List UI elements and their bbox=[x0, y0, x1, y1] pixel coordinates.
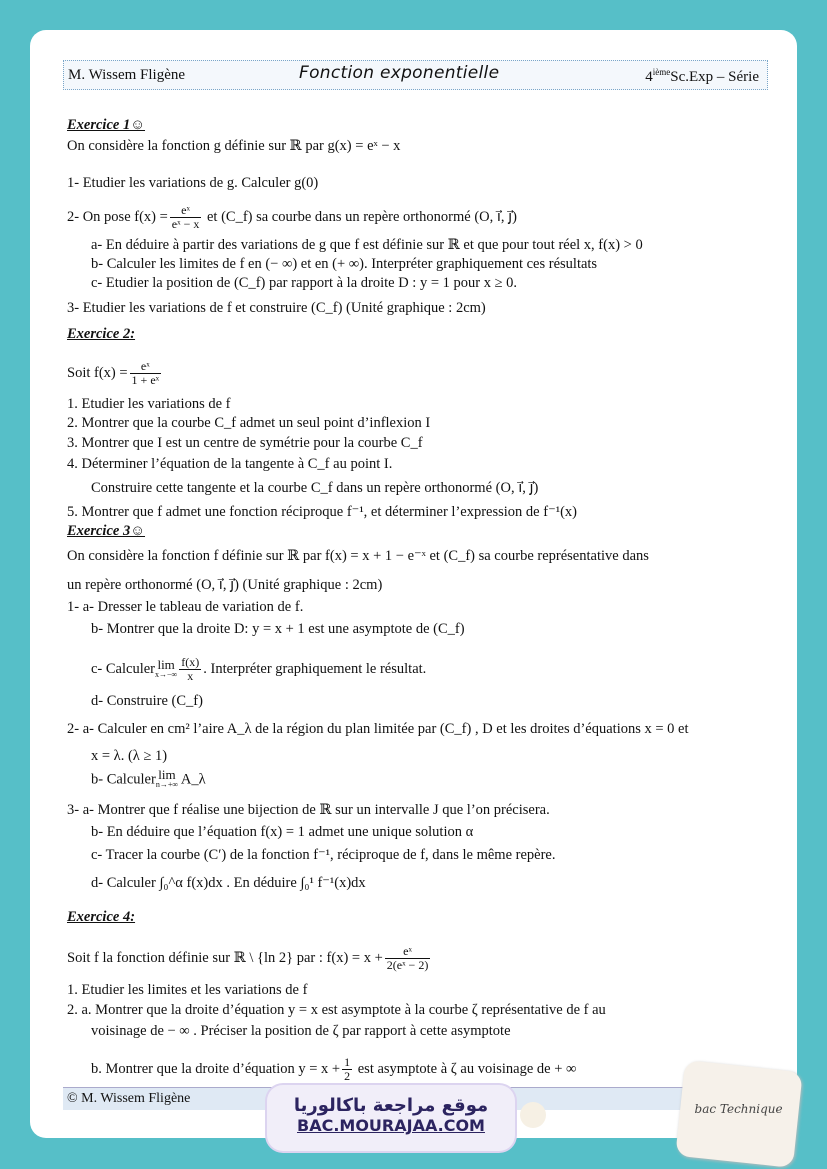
text-line bbox=[67, 503, 577, 521]
text-line bbox=[91, 620, 465, 638]
text-line bbox=[67, 174, 318, 192]
text-line bbox=[91, 767, 206, 790]
header-author: M. Wissem Fligène bbox=[68, 67, 186, 83]
bac-technique-stamp bbox=[675, 1060, 802, 1168]
text-line bbox=[91, 1056, 576, 1083]
line-text: Soit f la fonction définie sur ℝ \ {ln 2} par : f(x) = x + bbox=[67, 949, 383, 966]
line-text: 4. Déterminer l’équation de la tangente à C_f au point I. bbox=[67, 456, 393, 472]
text-line bbox=[91, 1022, 511, 1040]
text-line bbox=[67, 360, 163, 387]
text-line bbox=[67, 981, 307, 999]
text-line bbox=[91, 236, 643, 254]
line-text: 2. a. Montrer que la droite d’équation y = x est asymptote à la courbe ζ représentative de f au bbox=[67, 1002, 606, 1018]
line-text: 1- Etudier les variations de g. Calculer g(0) bbox=[67, 175, 319, 191]
fraction: $\frac{f(x)}{x}$ bbox=[181, 655, 200, 683]
line-text: Exercice 4: bbox=[67, 909, 136, 925]
text-line bbox=[67, 455, 392, 473]
line-text: 3- a- Montrer que f réalise une bijection de ℝ sur un intervalle J que l’on précisera. bbox=[67, 802, 550, 818]
line-text: 3. Montrer que I est un centre de symétrie pour la courbe C_f bbox=[67, 435, 423, 451]
line-text: 5. Montrer que f admet une fonction réciproque f⁻¹, et déterminer l’expression de f⁻¹(x) bbox=[67, 504, 577, 520]
line-text: Soit f(x) = bbox=[67, 364, 128, 381]
line-text: 1- a- Dresser le tableau de variation de f. bbox=[67, 599, 304, 615]
line-text: b- Calculer les limites de f en (− ∞) et en (+ ∞). Interpréter graphiquement ces résultats bbox=[91, 256, 598, 272]
site-badge[interactable] bbox=[267, 1085, 515, 1151]
fraction: $\frac{\text{eˣ}}{\text{eˣ − x}}$ bbox=[171, 203, 200, 231]
text-line bbox=[67, 299, 486, 317]
line-text: voisinage de − ∞ . Préciser la position de ζ par rapport à cette asymptote bbox=[91, 1023, 511, 1039]
text-line bbox=[91, 274, 517, 292]
line-text: c- Calculer bbox=[91, 660, 156, 677]
line-text-after: A_λ bbox=[178, 771, 206, 788]
line-text: b. Montrer que la droite d’équation y = x + bbox=[91, 1060, 341, 1077]
line-text: d- Calculer ∫₀^α f(x)dx . En déduire ∫₀¹ f⁻¹(x)dx bbox=[91, 875, 366, 891]
stamp-text: bac Technique bbox=[694, 1101, 783, 1116]
line-text: a- En déduire à partir des variations de g que f est définie sur ℝ et que pour tout réel x, f(x) > 0 bbox=[91, 237, 643, 253]
line-text: Exercice 1☺ bbox=[67, 117, 146, 133]
header-class: 4ièmeSc.Exp – Série bbox=[645, 67, 759, 85]
exercise-heading bbox=[67, 116, 145, 134]
text-line bbox=[91, 874, 366, 892]
line-text: On considère la fonction g définie sur ℝ par g(x) = eˣ − x bbox=[67, 138, 401, 154]
line-text-after: et (C_f) sa courbe dans un repère orthonormé (O, i⃗, j⃗) bbox=[203, 208, 518, 225]
text-line bbox=[67, 801, 550, 819]
text-line bbox=[67, 414, 430, 432]
header-title: Fonction exponentielle bbox=[299, 63, 500, 83]
line-text: Construire cette tangente et la courbe C_f dans un repère orthonormé (O, i⃗, j⃗) bbox=[91, 480, 539, 496]
line-text-after: est asymptote à ζ au voisinage de + ∞ bbox=[354, 1060, 577, 1077]
line-text: 1. Etudier les limites et les variations de f bbox=[67, 982, 308, 998]
line-text: b- En déduire que l’équation f(x) = 1 admet une unique solution α bbox=[91, 824, 474, 840]
text-line bbox=[67, 576, 382, 594]
line-text: 1. Etudier les variations de f bbox=[67, 396, 231, 412]
text-line bbox=[67, 204, 517, 231]
text-line bbox=[91, 823, 473, 841]
line-text: b- Calculer bbox=[91, 771, 156, 788]
text-line bbox=[67, 598, 303, 616]
line-text: Exercice 2: bbox=[67, 326, 136, 342]
limit-symbol: lim x→−∞ bbox=[155, 656, 178, 679]
line-text: b- Montrer que la droite D: y = x + 1 est une asymptote de (C_f) bbox=[91, 621, 465, 637]
exercise-heading bbox=[67, 325, 135, 343]
fraction: $\frac{1}{2}$ bbox=[344, 1055, 351, 1083]
line-text: c- Etudier la position de (C_f) par rapport à la droite D : y = 1 pour x ≥ 0. bbox=[91, 275, 518, 291]
line-text: 2- a- Calculer en cm² l’aire A_λ de la région du plan limitée par (C_f) , D et les droites d’équations x = 0 et bbox=[67, 721, 689, 737]
line-text-after: . Interpréter graphiquement le résultat. bbox=[203, 660, 427, 677]
text-line bbox=[67, 720, 689, 738]
text-line bbox=[91, 747, 167, 765]
fraction: $\frac{\text{eˣ}}{\text{2(eˣ − 2)}}$ bbox=[386, 944, 429, 972]
line-text: 2- On pose f(x) = bbox=[67, 208, 168, 225]
text-line bbox=[91, 656, 426, 683]
fraction: $\frac{\text{eˣ}}{\text{1 + eˣ}}$ bbox=[131, 359, 160, 387]
site-badge-arabic[interactable]: موقع مراجعة باكالوريا bbox=[293, 1095, 489, 1116]
site-badge-link[interactable]: BAC.MOURAJAA.COM bbox=[297, 1116, 485, 1135]
line-text: un repère orthonormé (O, i⃗, j⃗) (Unité graphique : 2cm) bbox=[67, 577, 383, 593]
exercise-heading bbox=[67, 908, 135, 926]
text-line bbox=[67, 395, 230, 413]
text-line bbox=[67, 137, 400, 155]
line-text: 3- Etudier les variations de f et construire (C_f) (Unité graphique : 2cm) bbox=[67, 300, 486, 316]
text-line bbox=[91, 846, 555, 864]
text-line bbox=[67, 547, 649, 565]
line-text: 2. Montrer que la courbe C_f admet un seul point d’inflexion I bbox=[67, 415, 431, 431]
text-line bbox=[91, 255, 597, 273]
site-logo-icon-right bbox=[520, 1102, 546, 1128]
footer-copyright: © M. Wissem Fligène bbox=[67, 1091, 191, 1106]
line-text: On considère la fonction f définie sur ℝ par f(x) = x + 1 − e⁻ˣ et (C_f) sa courbe représentative dans bbox=[67, 548, 649, 564]
line-text: Exercice 3☺ bbox=[67, 523, 146, 539]
line-text: c- Tracer la courbe (C′) de la fonction f⁻¹, réciproque de f, dans le même repère. bbox=[91, 847, 556, 863]
document-header bbox=[63, 60, 768, 90]
line-text: d- Construire (C_f) bbox=[91, 693, 203, 709]
text-line bbox=[91, 479, 538, 497]
text-line bbox=[67, 1001, 606, 1019]
text-line bbox=[67, 434, 423, 452]
exercise-heading bbox=[67, 522, 145, 540]
limit-symbol: lim n→+∞ bbox=[155, 767, 179, 789]
line-text: x = λ. (λ ≥ 1) bbox=[91, 748, 168, 764]
text-line bbox=[91, 692, 203, 710]
text-line bbox=[67, 945, 432, 972]
